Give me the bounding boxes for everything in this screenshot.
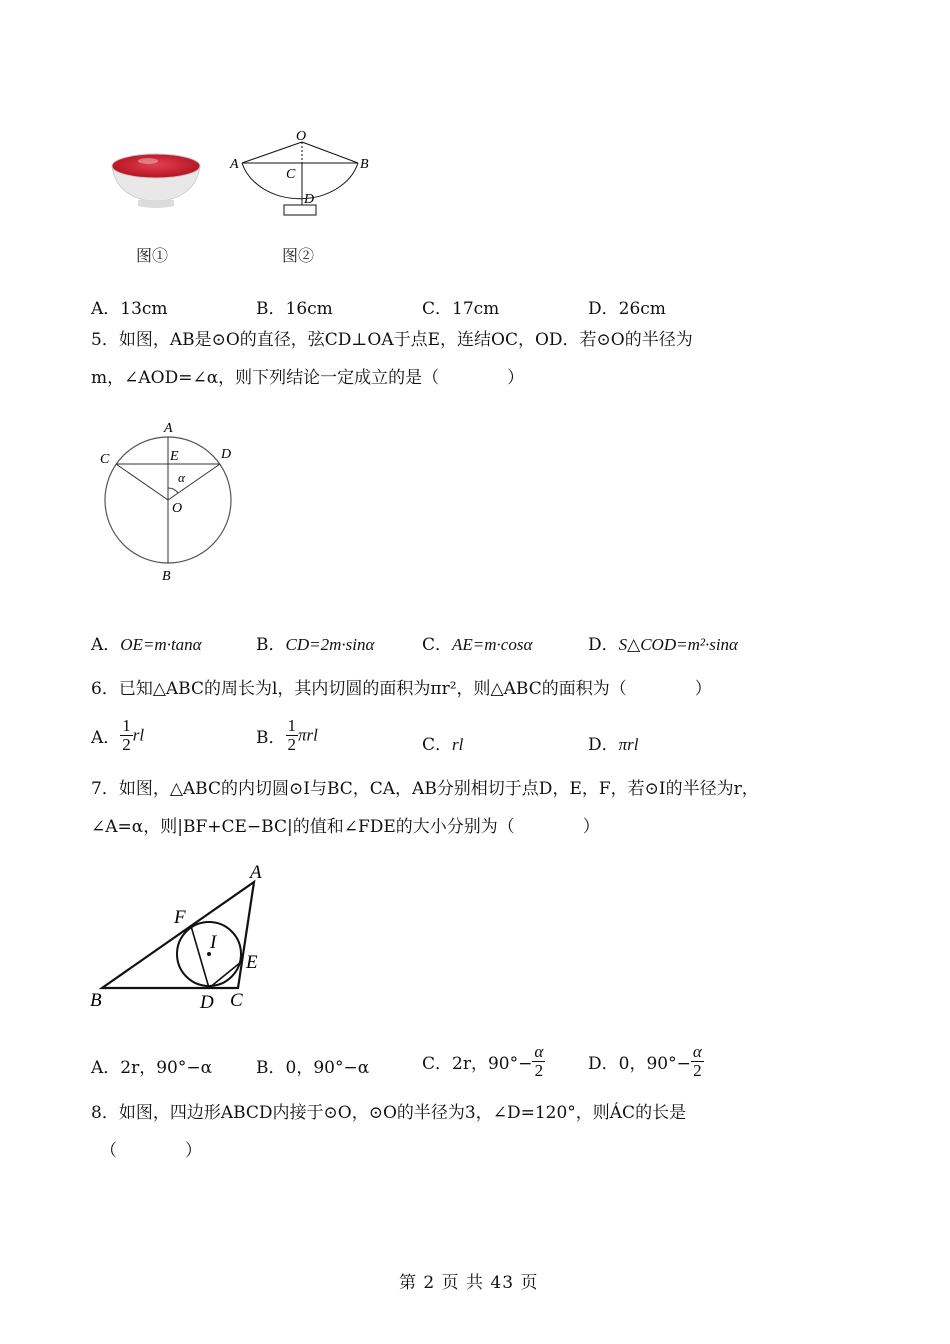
option-tail: rl bbox=[132, 725, 145, 745]
option-text: 16cm bbox=[285, 299, 333, 319]
option-letter: A． bbox=[91, 1058, 121, 1078]
q8-stem-line2: （ ） bbox=[100, 1141, 202, 1161]
q6-option-a[interactable] bbox=[91, 717, 144, 754]
q4-option-b[interactable] bbox=[256, 294, 333, 319]
option-text: 17cm bbox=[452, 299, 500, 319]
q5-option-b[interactable] bbox=[256, 630, 374, 655]
q5-stem-line1: 5．如图，AB是⊙O的直径，弦CD⊥OA于点E，连结OC，OD．若⊙O的半径为 bbox=[91, 330, 693, 350]
option-letter: A． bbox=[91, 299, 121, 319]
option-letter: B． bbox=[256, 1058, 286, 1078]
label-d: D bbox=[200, 992, 214, 1013]
q7-option-c[interactable] bbox=[422, 1043, 545, 1080]
option-letter: A． bbox=[91, 728, 121, 748]
label-d: D bbox=[221, 447, 232, 462]
q7-stem-line1: 7．如图，△ABC的内切圆⊙I与BC，CA，AB分别相切于点D，E，F，若⊙I的半径为r， bbox=[91, 779, 759, 799]
label-c: C bbox=[286, 167, 296, 182]
label-b: B bbox=[90, 990, 102, 1011]
label-e: E bbox=[246, 952, 258, 973]
option-letter: C． bbox=[422, 299, 453, 319]
fraction-numerator: 1 bbox=[287, 716, 296, 735]
fraction-denominator: 2 bbox=[534, 1061, 544, 1080]
q5-option-c[interactable] bbox=[422, 630, 532, 655]
label-b: B bbox=[360, 157, 369, 172]
q4-option-c[interactable] bbox=[422, 294, 499, 319]
label-b: B bbox=[162, 569, 171, 584]
label-c: C bbox=[230, 990, 243, 1011]
fraction-denominator: 2 bbox=[693, 1061, 702, 1080]
fraction-denominator: 2 bbox=[122, 735, 131, 754]
option-letter: D． bbox=[588, 1054, 619, 1074]
q4-option-d[interactable] bbox=[588, 294, 666, 319]
option-text: OE=m·tanα bbox=[120, 635, 202, 654]
option-letter: D． bbox=[588, 299, 619, 319]
label-alpha: α bbox=[178, 470, 185, 485]
label-e: E bbox=[170, 449, 179, 464]
option-text: πrl bbox=[618, 735, 639, 754]
option-letter: B． bbox=[256, 299, 286, 319]
option-letter: C． bbox=[422, 735, 453, 755]
q5-option-a[interactable] bbox=[91, 630, 202, 655]
option-text: 2r，90°−α bbox=[120, 1058, 213, 1078]
segment-de bbox=[209, 962, 241, 988]
q7-option-d[interactable] bbox=[588, 1043, 704, 1080]
option-letter: D． bbox=[588, 635, 619, 655]
q8-stem-line1: 8．如图，四边形ABCD内接于⊙O，⊙O的半径为3，∠D=120°，则ÁC的长是 bbox=[91, 1103, 687, 1123]
option-text: 13cm bbox=[120, 299, 168, 319]
option-text: rl bbox=[452, 735, 464, 754]
option-head: 0，90°− bbox=[618, 1054, 691, 1074]
q5-option-d[interactable] bbox=[588, 630, 738, 655]
bowl-photo bbox=[108, 150, 204, 212]
triangle-abc bbox=[102, 882, 254, 988]
label-i: I bbox=[210, 932, 217, 953]
option-text: S△COD=m²·sinα bbox=[618, 635, 738, 654]
segment-oc bbox=[116, 464, 168, 500]
option-fraction bbox=[691, 1043, 704, 1080]
q7-option-b[interactable] bbox=[256, 1053, 369, 1078]
label-a: A bbox=[164, 421, 173, 436]
q6-option-b[interactable] bbox=[256, 717, 318, 754]
option-head: 2r，90°− bbox=[452, 1054, 533, 1074]
q7-triangle-diagram bbox=[86, 860, 276, 1015]
q6-stem: 6．已知△ABC的周长为l，其内切圆的面积为πr²，则△ABC的面积为（ ） bbox=[91, 679, 712, 699]
fraction-denominator: 2 bbox=[287, 735, 296, 754]
q6-option-d[interactable] bbox=[588, 730, 639, 755]
option-text: 26cm bbox=[618, 299, 666, 319]
label-a: A bbox=[230, 157, 239, 172]
label-o: O bbox=[296, 129, 307, 144]
angle-alpha-arc bbox=[168, 488, 178, 493]
option-fraction bbox=[120, 717, 133, 754]
fraction-numerator: α bbox=[692, 1042, 702, 1061]
option-fraction bbox=[286, 717, 299, 754]
label-o: O bbox=[172, 501, 183, 516]
option-text: CD=2m·sinα bbox=[285, 635, 375, 654]
option-letter: C． bbox=[422, 1054, 453, 1074]
q4-option-a[interactable] bbox=[91, 294, 168, 319]
label-c: C bbox=[100, 452, 110, 467]
figure2-caption: 图② bbox=[282, 246, 315, 265]
option-letter: D． bbox=[588, 735, 619, 755]
q6-option-c[interactable] bbox=[422, 730, 463, 755]
option-letter: A． bbox=[91, 635, 121, 655]
q5-stem-line2: m，∠AOD=∠α，则下列结论一定成立的是（ ） bbox=[91, 368, 525, 388]
fraction-numerator: 1 bbox=[122, 716, 131, 735]
option-letter: B． bbox=[256, 728, 286, 748]
label-d: D bbox=[304, 192, 315, 207]
bowl-arc bbox=[242, 163, 358, 199]
bowl-diagram bbox=[226, 128, 376, 220]
option-tail: πrl bbox=[298, 725, 318, 745]
option-text: AE=m·cosα bbox=[452, 635, 533, 654]
option-fraction bbox=[532, 1043, 545, 1080]
fraction-numerator: α bbox=[534, 1042, 544, 1061]
option-letter: C． bbox=[422, 635, 453, 655]
figure1-caption: 图① bbox=[136, 246, 169, 265]
q5-circle-diagram bbox=[94, 414, 244, 589]
ob-line bbox=[302, 142, 358, 163]
segment-od bbox=[168, 464, 220, 500]
oa-line bbox=[242, 142, 302, 163]
segment-df bbox=[191, 926, 209, 988]
page-footer: 第 2 页 共 43 页 bbox=[399, 1273, 539, 1293]
q7-option-a[interactable] bbox=[91, 1053, 212, 1078]
label-a: A bbox=[250, 862, 262, 883]
option-letter: B． bbox=[256, 635, 286, 655]
option-text: 0，90°−α bbox=[285, 1058, 370, 1078]
q7-stem-line2: ∠A=α，则|BF+CE−BC|的值和∠FDE的大小分别为（ ） bbox=[91, 817, 600, 837]
label-f: F bbox=[174, 907, 186, 928]
